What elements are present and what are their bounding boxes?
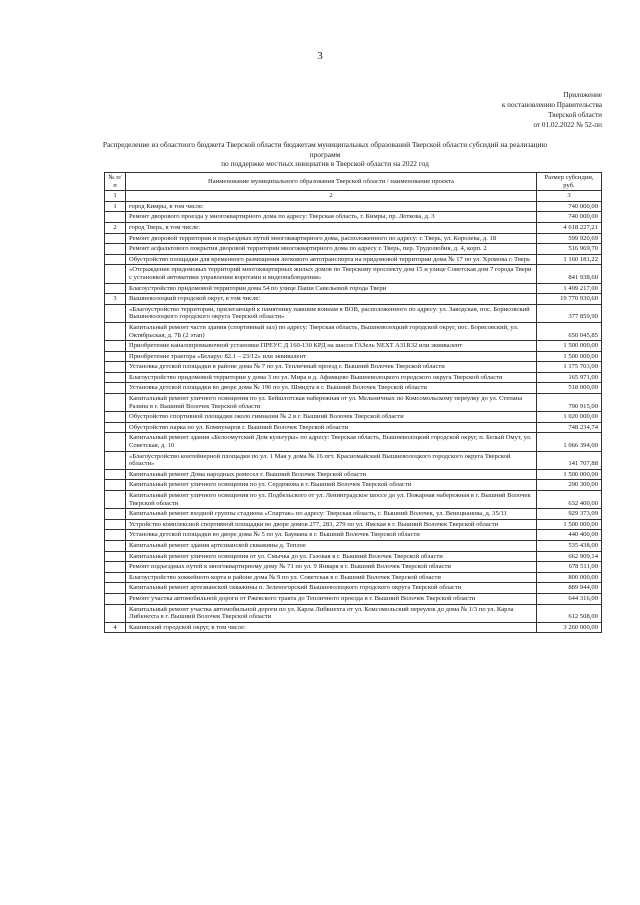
header-name: Наименование муниципального образования Тверской области / наименование проекта bbox=[126, 173, 537, 191]
row-num bbox=[105, 383, 126, 394]
approval-line: Тверской области bbox=[548, 111, 602, 119]
document-title bbox=[90, 140, 560, 169]
title-line: по поддержке местных инициатив в Тверской области на 2022 год bbox=[221, 159, 429, 168]
row-amount: 662 909,14 bbox=[537, 551, 602, 562]
table-row bbox=[105, 583, 602, 594]
row-amount: 4 618 227,21 bbox=[537, 222, 602, 233]
row-name: Установка детской площадки во дворе дома № 5 по ул. Баумана в г. Вышний Волочек Тверской области bbox=[126, 530, 537, 541]
table-row bbox=[105, 372, 602, 383]
row-num: 4 bbox=[105, 622, 126, 633]
row-name: «Благоустройство территории, прилегающей к памятнику павшим воинам в ВОВ, расположенного по адресу: ул. Заводская, пос. Борисовский Вышневолоцкого городского округа Тверской области» bbox=[126, 304, 537, 322]
row-num bbox=[105, 372, 126, 383]
row-amount: 612 508,00 bbox=[537, 604, 602, 622]
table-row bbox=[105, 394, 602, 412]
row-name: «Отграждение придомовых территорий многоквартирных жилых домов по Тверскому проспекту дом 15 и улице Советская дом 7 города Твери с установкой автоматики управления воротами и видеонаблюдения» bbox=[126, 265, 537, 283]
row-name: Приобретение каналопромывочной установки ПРЕУС Д 160-130 КРД на шасси ГАЗель NEXT A31R32 или эквивалент bbox=[126, 341, 537, 352]
row-name: Благоустройство придомовой территории у дома 3 по ул. Мира в д. Афимцево Вышневолоцкого городского округа Тверской области bbox=[126, 372, 537, 383]
table-row bbox=[105, 604, 602, 622]
row-num bbox=[105, 540, 126, 551]
row-num bbox=[105, 362, 126, 373]
subsidy-table bbox=[104, 172, 602, 633]
row-name: Капитальный ремонт уличного освещения от ул. Смычка до ул. Газовая в г. Вышний Волочек Тверской области bbox=[126, 551, 537, 562]
table-row bbox=[105, 283, 602, 294]
table-row bbox=[105, 201, 602, 212]
row-amount: 800 000,00 bbox=[537, 572, 602, 583]
row-amount: 1 020 000,00 bbox=[537, 412, 602, 423]
row-num bbox=[105, 212, 126, 223]
row-amount: 929 373,09 bbox=[537, 509, 602, 520]
row-amount: 1 066 394,00 bbox=[537, 433, 602, 451]
row-num bbox=[105, 572, 126, 583]
row-name: Приобретение трактора «Беларус 82.1 – 23/12» или эквивалент bbox=[126, 351, 537, 362]
table-body bbox=[105, 191, 602, 633]
row-amount: 377 859,90 bbox=[537, 304, 602, 322]
row-amount: 740 000,00 bbox=[537, 201, 602, 212]
row-name: Благоустройство хоккейного корта в районе дома № 9 по ул. Советская в г. Вышний Волочек Тверской области bbox=[126, 572, 537, 583]
page-number: 3 bbox=[317, 50, 323, 62]
row-amount: 290 300,00 bbox=[537, 480, 602, 491]
row-name: Благоустройство придомовой территории дома 54 по улице Паши Савельевой города Твери bbox=[126, 283, 537, 294]
row-num bbox=[105, 551, 126, 562]
row-num bbox=[105, 233, 126, 244]
row-name: Устройство комплексной спортивной площадки во дворе домов 277, 283, 279 по ул. Ямская в г. Вышний Волочек Тверской области bbox=[126, 519, 537, 530]
table-row bbox=[105, 294, 602, 305]
row-name: Ремонт дворового проезда у многоквартирного дома по адресу: Тверская область, г. Кимры, пр. Лоткова, д. 3 bbox=[126, 212, 537, 223]
row-name: Ремонт асфальтового покрытия дворовой территории многоквартирного дома по адресу г. Тверь, пер. Трудолюбия, д. 4, корп. 2 bbox=[126, 244, 537, 255]
row-num bbox=[105, 583, 126, 594]
row-num: 1 bbox=[105, 201, 126, 212]
row-name: Капитальный ремонт Дома народных ремесел г. Вышний Волочек Тверской области bbox=[126, 469, 537, 480]
table-row bbox=[105, 480, 602, 491]
table-row bbox=[105, 254, 602, 265]
row-num bbox=[105, 244, 126, 255]
table-row bbox=[105, 622, 602, 633]
row-amount: 678 511,00 bbox=[537, 562, 602, 573]
approval-line: к постановлению Правительства bbox=[501, 101, 602, 109]
row-num: 3 bbox=[105, 294, 126, 305]
row-amount: 3 260 000,00 bbox=[537, 622, 602, 633]
row-name: Установка детской площадки в районе дома № 7 по ул. Тепличный проезд г. Вышний Волочек Тверской области bbox=[126, 362, 537, 373]
table-row bbox=[105, 540, 602, 551]
row-amount: 632 400,00 bbox=[537, 491, 602, 509]
approval-block bbox=[502, 90, 602, 130]
index-cell: 1 bbox=[105, 191, 126, 202]
row-num bbox=[105, 562, 126, 573]
header-amount: Размер субсидии, руб. bbox=[537, 173, 602, 191]
row-num bbox=[105, 304, 126, 322]
row-name: Капитальный ремонт части здания (спортивный зал) по адресу: Тверская область, Вышневолоцкий городской округ, пос. Борисовский, ул. Октябрьская, д. 7Б (2 этап) bbox=[126, 322, 537, 340]
table-row bbox=[105, 222, 602, 233]
row-amount: 165 971,00 bbox=[537, 372, 602, 383]
index-row bbox=[105, 191, 602, 202]
row-num bbox=[105, 322, 126, 340]
row-num bbox=[105, 604, 126, 622]
row-num bbox=[105, 265, 126, 283]
row-name: Ремонт дворовой территории и подъездных путей многоквартирного дома, расположенного по адресу: г. Тверь, ул. Королева, д. 18 bbox=[126, 233, 537, 244]
row-amount: 1 500 000,00 bbox=[537, 341, 602, 352]
row-num bbox=[105, 519, 126, 530]
row-amount: 1 500 000,00 bbox=[537, 351, 602, 362]
row-amount: 1 175 703,00 bbox=[537, 362, 602, 373]
row-name: Капитальный ремонт уличного освещения по ул. Бейшлотская набережная от ул. Мельничных по Комсомольскому переулку до ул. Степана Разина в г. Вышний Волочек Тверской области bbox=[126, 394, 537, 412]
row-name: Вышневолоцкий городской округ, в том числе: bbox=[126, 294, 537, 305]
table-row bbox=[105, 551, 602, 562]
row-name: Обустройство спортивной площадки около гимназии № 2 в г. Вышний Волочек Тверской области bbox=[126, 412, 537, 423]
row-amount: 599 920,69 bbox=[537, 233, 602, 244]
table-row bbox=[105, 433, 602, 451]
row-num bbox=[105, 530, 126, 541]
table-row bbox=[105, 362, 602, 373]
row-num bbox=[105, 341, 126, 352]
header-num: № п/п bbox=[105, 173, 126, 191]
row-num: 2 bbox=[105, 222, 126, 233]
row-amount: 19 770 930,60 bbox=[537, 294, 602, 305]
row-num bbox=[105, 394, 126, 412]
row-num bbox=[105, 422, 126, 433]
row-name: Капитальный ремонт участка автомобильной дороги по ул. Карла Либкнехта от ул. Комсомольский переулок до дома № 1/3 по ул. Карла Либкнехта в г. Вышний Волочек Тверской области bbox=[126, 604, 537, 622]
table-row bbox=[105, 265, 602, 283]
row-name: Обустройство площадки для временного размещения легкового автотранспорта на придомовой территории дома № 17 по ул. Хромова г. Тверь bbox=[126, 254, 537, 265]
table-row bbox=[105, 383, 602, 394]
row-amount: 889 944,00 bbox=[537, 583, 602, 594]
row-num bbox=[105, 509, 126, 520]
row-amount: 644 316,00 bbox=[537, 593, 602, 604]
row-name: Капитальный ремонт артезианской скважины п. Зеленогорский Вышневолоцкого городского округа Тверской области bbox=[126, 583, 537, 594]
row-num bbox=[105, 254, 126, 265]
row-name: Обустройство парка по ул. Коммунаров г. Вышний Волочек Тверской области bbox=[126, 422, 537, 433]
row-name: «Благоустройство контейнерной площадки по ул. 1 Мая у дома № 16 пгт. Красномайский Вышневолоцкого городского округа Тверской области» bbox=[126, 451, 537, 469]
table-row bbox=[105, 341, 602, 352]
row-amount: 748 234,74 bbox=[537, 422, 602, 433]
row-amount: 518 000,00 bbox=[537, 383, 602, 394]
row-name: Капитальный ремонт здания «Белоомутский Дом культуры» по адресу: Тверская область, Вышневолоцкий городской округ, п. Белый Омут, ул. Советская, д. 10 bbox=[126, 433, 537, 451]
row-amount: 516 969,70 bbox=[537, 244, 602, 255]
row-name: Установка детской площадки во дворе дома № 196 по ул. Шмидта в г. Вышний Волочек Тверской области bbox=[126, 383, 537, 394]
row-amount: 790 915,00 bbox=[537, 394, 602, 412]
row-amount: 535 438,00 bbox=[537, 540, 602, 551]
table-row bbox=[105, 351, 602, 362]
row-amount: 141 707,88 bbox=[537, 451, 602, 469]
row-num bbox=[105, 593, 126, 604]
table-row bbox=[105, 519, 602, 530]
approval-line: от 01.02.2022 № 52-пп bbox=[533, 121, 602, 129]
table-row bbox=[105, 509, 602, 520]
title-line: Распределение из областного бюджета Тверской области бюджетам муниципальных образований Тверской области субсидий на реализацию программ bbox=[102, 140, 548, 159]
table-row bbox=[105, 322, 602, 340]
row-num bbox=[105, 451, 126, 469]
row-num bbox=[105, 433, 126, 451]
row-amount: 740 000,00 bbox=[537, 212, 602, 223]
row-name: город Тверь, в том числе: bbox=[126, 222, 537, 233]
row-num bbox=[105, 412, 126, 423]
table-row bbox=[105, 593, 602, 604]
row-amount: 1 499 217,00 bbox=[537, 283, 602, 294]
table-header-row bbox=[105, 173, 602, 191]
row-amount: 1 160 181,22 bbox=[537, 254, 602, 265]
table-row bbox=[105, 530, 602, 541]
approval-line: Приложение bbox=[563, 91, 602, 99]
row-amount: 1 500 000,00 bbox=[537, 519, 602, 530]
row-amount: 440 400,00 bbox=[537, 530, 602, 541]
row-name: Ремонт подъездных путей к многоквартирному дому № 71 по ул. 9 Января в г. Вышний Волочек Тверской области bbox=[126, 562, 537, 573]
table-row bbox=[105, 562, 602, 573]
row-name: Ремонт участка автомобильной дороги от Ржевского тракта до Тепличного проезда в г. Вышний Волочек Тверской области bbox=[126, 593, 537, 604]
row-num bbox=[105, 469, 126, 480]
row-name: город Кимры, в том числе: bbox=[126, 201, 537, 212]
row-num bbox=[105, 480, 126, 491]
row-name: Капитальный ремонт здания артезианской скважины д. Теплое bbox=[126, 540, 537, 551]
table-row bbox=[105, 244, 602, 255]
row-amount: 841 938,60 bbox=[537, 265, 602, 283]
table-row bbox=[105, 422, 602, 433]
row-name: Капитальный ремонт уличного освещения по ул. Подбельского от ул. Ленинградское шоссе до ул. Пожарная набережная в г. Вышний Волочек Тверской области bbox=[126, 491, 537, 509]
table-row bbox=[105, 572, 602, 583]
row-num bbox=[105, 351, 126, 362]
table-row bbox=[105, 469, 602, 480]
table-row bbox=[105, 304, 602, 322]
row-name: Капитальный ремонт уличного освещения по ул. Сердюкова в г. Вышний Волочек Тверской области bbox=[126, 480, 537, 491]
row-amount: 650 045,85 bbox=[537, 322, 602, 340]
table-row bbox=[105, 233, 602, 244]
table-row bbox=[105, 451, 602, 469]
index-cell: 2 bbox=[126, 191, 537, 202]
row-name: Кашинский городской округ, в том числе: bbox=[126, 622, 537, 633]
row-name: Капитальный ремонт входной группы стадиона «Спартак» по адресу: Тверская область, г. Вышний Волочек, ул. Венецианова, д. 35/11 bbox=[126, 509, 537, 520]
table-row bbox=[105, 491, 602, 509]
table-row bbox=[105, 212, 602, 223]
row-num bbox=[105, 283, 126, 294]
table-row bbox=[105, 412, 602, 423]
row-amount: 1 500 000,00 bbox=[537, 469, 602, 480]
index-cell: 3 bbox=[537, 191, 602, 202]
row-num bbox=[105, 491, 126, 509]
